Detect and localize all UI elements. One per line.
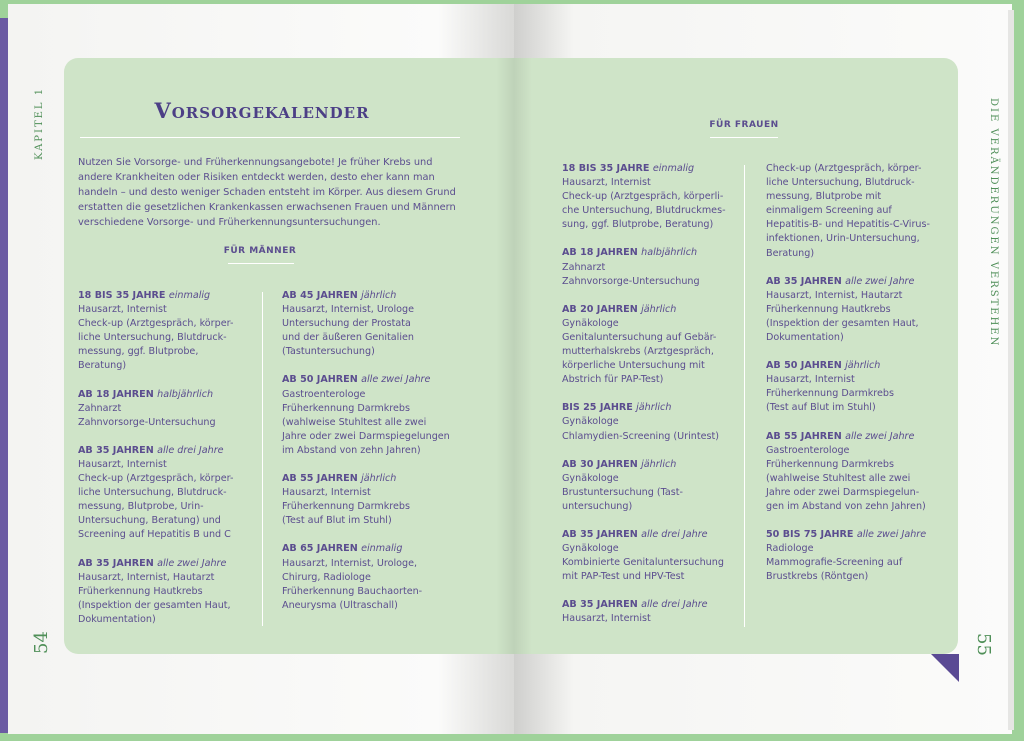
entry-frequency: jährlich	[845, 360, 881, 372]
women-heading: FÜR FRAUEN	[709, 120, 779, 130]
entry-line: messung, ggf. Blutprobe,	[78, 346, 199, 358]
entry-line: Radiologe	[766, 543, 814, 555]
entry-line: mit PAP-Test und HPV-Test	[562, 571, 685, 583]
entry-line: Hausarzt, Internist	[562, 177, 651, 189]
entry-age: AB 35 JAHREN	[78, 444, 154, 456]
entry-frequency: einmalig	[168, 290, 211, 301]
entry-line: Untersuchung der Prostata	[282, 318, 411, 330]
entry-age: AB 35 JAHREN	[562, 599, 638, 611]
schedule-entry	[282, 289, 472, 359]
entry-frequency: halbjährlich	[641, 247, 698, 259]
schedule-entry	[562, 528, 742, 584]
entry-line: Beratung)	[78, 360, 127, 372]
entry-frequency: alle drei Jahre	[641, 528, 708, 540]
entry-heading	[766, 359, 956, 373]
entry-frequency: alle drei Jahre	[641, 599, 708, 611]
entry-heading	[282, 542, 472, 556]
schedule-entry	[766, 528, 956, 584]
schedule-entry	[766, 275, 956, 345]
entry-line: (wahlweise Stuhltest alle zwei	[766, 472, 911, 484]
entry-heading	[562, 528, 742, 542]
schedule-entry	[78, 557, 258, 627]
women-column-1	[562, 162, 742, 641]
entry-line: Früherkennung Hautkrebs	[78, 585, 203, 597]
entry-line: Früherkennung Darmkrebs	[766, 388, 895, 400]
entry-age: AB 65 JAHREN	[282, 543, 358, 555]
women-column-2	[766, 162, 956, 598]
entry-line: Hausarzt, Internist, Urologe,	[282, 557, 418, 569]
entry-line: Mammografie-Screening auf	[766, 557, 903, 569]
entry-line: Früherkennung Bauchaorten-	[282, 585, 423, 597]
entry-line: Jahre oder zwei Darmspiegelun-	[766, 486, 920, 498]
entry-heading	[766, 430, 956, 444]
page-edge	[1008, 10, 1014, 730]
page-title: Vorsorgekalender	[154, 98, 370, 123]
women-heading-rule	[710, 137, 778, 138]
entry-age: AB 30 JAHREN	[562, 458, 638, 470]
entry-line: Chlamydien-Screening (Urintest)	[562, 430, 720, 442]
entry-line: Gastroenterologe	[282, 388, 366, 400]
entry-frequency: alle zwei Jahre	[361, 374, 431, 386]
entry-age: AB 45 JAHREN	[282, 290, 358, 301]
entry-line: gen im Abstand von zehn Jahren)	[766, 500, 926, 512]
entry-line: Gynäkologe	[562, 317, 619, 329]
schedule-entry	[282, 373, 472, 458]
entry-frequency: jährlich	[641, 458, 677, 470]
entry-line: messung, Blutprobe, Urin-	[78, 501, 204, 513]
entry-age: 50 BIS 75 JAHRE	[766, 529, 854, 541]
entry-heading	[766, 528, 956, 542]
entry-line: messung, Blutprobe mit	[766, 191, 882, 203]
entry-line: körperliche Untersuchung mit	[562, 360, 705, 372]
entry-line: Hepatitis-B- und Hepatitis-C-Virus-	[766, 219, 930, 231]
entry-heading	[562, 303, 742, 317]
schedule-entry	[78, 388, 258, 430]
entry-frequency: jährlich	[641, 303, 677, 315]
schedule-entry	[766, 430, 956, 515]
entry-age: 18 BIS 35 JAHRE	[562, 163, 650, 174]
entry-line: Check-up (Arztgespräch, körperli-	[562, 191, 724, 203]
page-number-left: 54	[30, 631, 52, 654]
entry-line: Screening auf Hepatitis B und C	[78, 529, 231, 541]
entry-line: Check-up (Arztgespräch, körper-	[78, 473, 234, 485]
men-heading: FÜR MÄNNER	[223, 246, 297, 256]
entry-line: (Inspektion der gesamten Haut,	[766, 317, 919, 329]
entry-line: Zahnarzt	[562, 261, 606, 273]
entry-frequency: alle drei Jahre	[157, 444, 224, 456]
entry-frequency: einmalig	[652, 163, 695, 174]
entry-age: 18 BIS 35 JAHRE	[78, 290, 166, 301]
entry-heading	[562, 458, 742, 472]
men-column-divider	[262, 292, 263, 626]
schedule-entry	[562, 401, 742, 443]
entry-line: Hausarzt, Internist	[78, 304, 167, 316]
schedule-entry	[562, 246, 742, 288]
entry-line: untersuchung)	[562, 500, 633, 512]
schedule-entry	[78, 444, 258, 543]
entry-line: Hausarzt, Internist, Hautarzt	[78, 571, 215, 583]
entry-heading	[78, 557, 258, 571]
entry-frequency: alle zwei Jahre	[157, 557, 227, 569]
entry-line: liche Untersuchung, Blutdruck-	[78, 487, 227, 499]
schedule-entry	[562, 458, 742, 514]
entry-line: Hausarzt, Internist, Hautarzt	[766, 289, 903, 301]
entry-line: Früherkennung Darmkrebs	[282, 402, 411, 414]
entry-line: (wahlweise Stuhltest alle zwei	[282, 416, 427, 428]
entry-line: Brustkrebs (Röntgen)	[766, 571, 869, 583]
entry-line: Kombinierte Genitaluntersuchung	[562, 557, 724, 569]
entry-line: Früherkennung Darmkrebs	[282, 501, 411, 513]
entry-frequency: jährlich	[361, 473, 397, 485]
entry-age: AB 55 JAHREN	[282, 473, 358, 485]
entry-line: Hausarzt, Internist, Urologe	[282, 304, 414, 316]
page-number-right: 55	[972, 633, 994, 656]
entry-line: im Abstand von zehn Jahren)	[282, 444, 421, 456]
schedule-entry	[766, 359, 956, 415]
entry-heading	[562, 598, 742, 612]
schedule-entry	[562, 598, 742, 626]
entry-frequency: alle zwei Jahre	[845, 430, 915, 442]
entry-line: Hausarzt, Internist	[766, 374, 855, 386]
entry-line: Dokumentation)	[766, 332, 844, 344]
schedule-entry	[282, 472, 472, 528]
entry-heading	[282, 289, 472, 303]
schedule-entry	[78, 289, 258, 374]
entry-age: AB 55 JAHREN	[766, 430, 842, 442]
entry-line: Dokumentation)	[78, 613, 156, 625]
book-fold	[496, 58, 532, 654]
men-column-2	[282, 289, 472, 627]
corner-triangle	[931, 654, 959, 682]
entry-line: Gynäkologe	[562, 543, 619, 555]
entry-line: Gastroenterologe	[766, 444, 850, 456]
entry-line: Untersuchung, Beratung) und	[78, 515, 221, 527]
entry-age: AB 18 JAHREN	[78, 388, 154, 400]
entry-line: Früherkennung Darmkrebs	[766, 458, 895, 470]
entry-line: Aneurysma (Ultraschall)	[282, 599, 398, 611]
entry-line: Zahnvorsorge-Untersuchung	[562, 275, 700, 287]
entry-line: einmaligem Screening auf	[766, 205, 892, 217]
entry-line: (Test auf Blut im Stuhl)	[766, 402, 876, 414]
entry-line: Gynäkologe	[562, 472, 619, 484]
schedule-entry	[282, 542, 472, 612]
entry-line: (Inspektion der gesamten Haut,	[78, 599, 231, 611]
entry-age: AB 35 JAHREN	[78, 557, 154, 569]
entry-line: Chirurg, Radiologe	[282, 571, 371, 583]
women-column-divider	[744, 165, 745, 627]
title-rule	[80, 137, 460, 138]
entry-line: Zahnvorsorge-Untersuchung	[78, 416, 216, 428]
entry-line: und der äußeren Genitalien	[282, 332, 414, 344]
entry-age: BIS 25 JAHRE	[562, 402, 633, 414]
schedule-entry	[562, 162, 742, 232]
men-heading-rule	[228, 263, 294, 264]
entry-line: Jahre oder zwei Darmspiegelungen	[282, 430, 450, 442]
entry-heading	[78, 289, 258, 303]
intro-paragraph: Nutzen Sie Vorsorge- und Früherkennungsangebote! Je früher Krebs und andere Krankheiten oder Risiken entdeckt werden, desto eher kann man handeln – und desto weniger Schaden entsteht im Körper. Aus diesem Grund erstatten die gesetzlichen Krankenkassen erwachsenen Frauen und Männern verschiedene Vorsorge- und Früherkennungsuntersuchungen.	[78, 157, 456, 228]
entry-age: AB 50 JAHREN	[766, 360, 842, 372]
entry-line: (Tastuntersuchung)	[282, 346, 375, 358]
entry-line: Hausarzt, Internist	[282, 487, 371, 499]
entry-frequency: einmalig	[361, 543, 403, 555]
entry-line: che Untersuchung, Blutdruckmes-	[562, 205, 726, 217]
entry-heading	[562, 401, 742, 415]
entry-heading	[282, 373, 472, 387]
schedule-entry	[562, 303, 742, 388]
entry-line: liche Untersuchung, Blutdruck-	[78, 332, 227, 344]
entry-heading	[78, 388, 258, 402]
entry-line: Früherkennung Hautkrebs	[766, 303, 891, 315]
entry-heading	[78, 444, 258, 458]
entry-line: Check-up (Arztgespräch, körper-	[766, 163, 922, 174]
entry-line: Brustuntersuchung (Tast-	[562, 486, 683, 498]
entry-age: AB 35 JAHREN	[562, 528, 638, 540]
entry-line: mutterhalskrebs (Arztgespräch,	[562, 346, 714, 358]
entry-line: Hausarzt, Internist	[562, 613, 651, 625]
schedule-entry	[766, 162, 956, 261]
entry-line: Beratung)	[766, 247, 815, 259]
entry-line: (Test auf Blut im Stuhl)	[282, 515, 392, 527]
entry-line: sung, ggf. Blutprobe, Beratung)	[562, 219, 714, 231]
entry-frequency: jährlich	[361, 290, 397, 301]
entry-line: Check-up (Arztgespräch, körper-	[78, 318, 234, 330]
entry-age: AB 35 JAHREN	[766, 275, 842, 287]
entry-line: Genitaluntersuchung auf Gebär-	[562, 331, 717, 343]
entry-age: AB 18 JAHREN	[562, 247, 638, 259]
entry-line: Zahnarzt	[78, 402, 122, 414]
men-column-1	[78, 289, 258, 641]
entry-line: Abstrich für PAP-Test)	[562, 374, 664, 386]
entry-heading	[766, 275, 956, 289]
entry-age: AB 20 JAHREN	[562, 303, 638, 315]
entry-line: infektionen, Urin-Untersuchung,	[766, 233, 920, 245]
entry-frequency: alle zwei Jahre	[856, 529, 927, 541]
entry-heading	[562, 162, 742, 176]
section-side-label: DIE VERÄNDERUNGEN VERSTEHEN	[988, 98, 999, 348]
entry-heading	[282, 472, 472, 486]
entry-age: AB 50 JAHREN	[282, 374, 358, 386]
entry-frequency: halbjährlich	[157, 388, 214, 400]
entry-heading	[562, 246, 742, 260]
entry-line: Gynäkologe	[562, 416, 619, 428]
entry-frequency: jährlich	[636, 402, 672, 414]
entry-frequency: alle zwei Jahre	[845, 275, 915, 287]
entry-line: liche Untersuchung, Blutdruck-	[766, 177, 915, 189]
entry-line: Hausarzt, Internist	[78, 458, 167, 470]
chapter-label: KAPITEL 1	[34, 86, 45, 160]
